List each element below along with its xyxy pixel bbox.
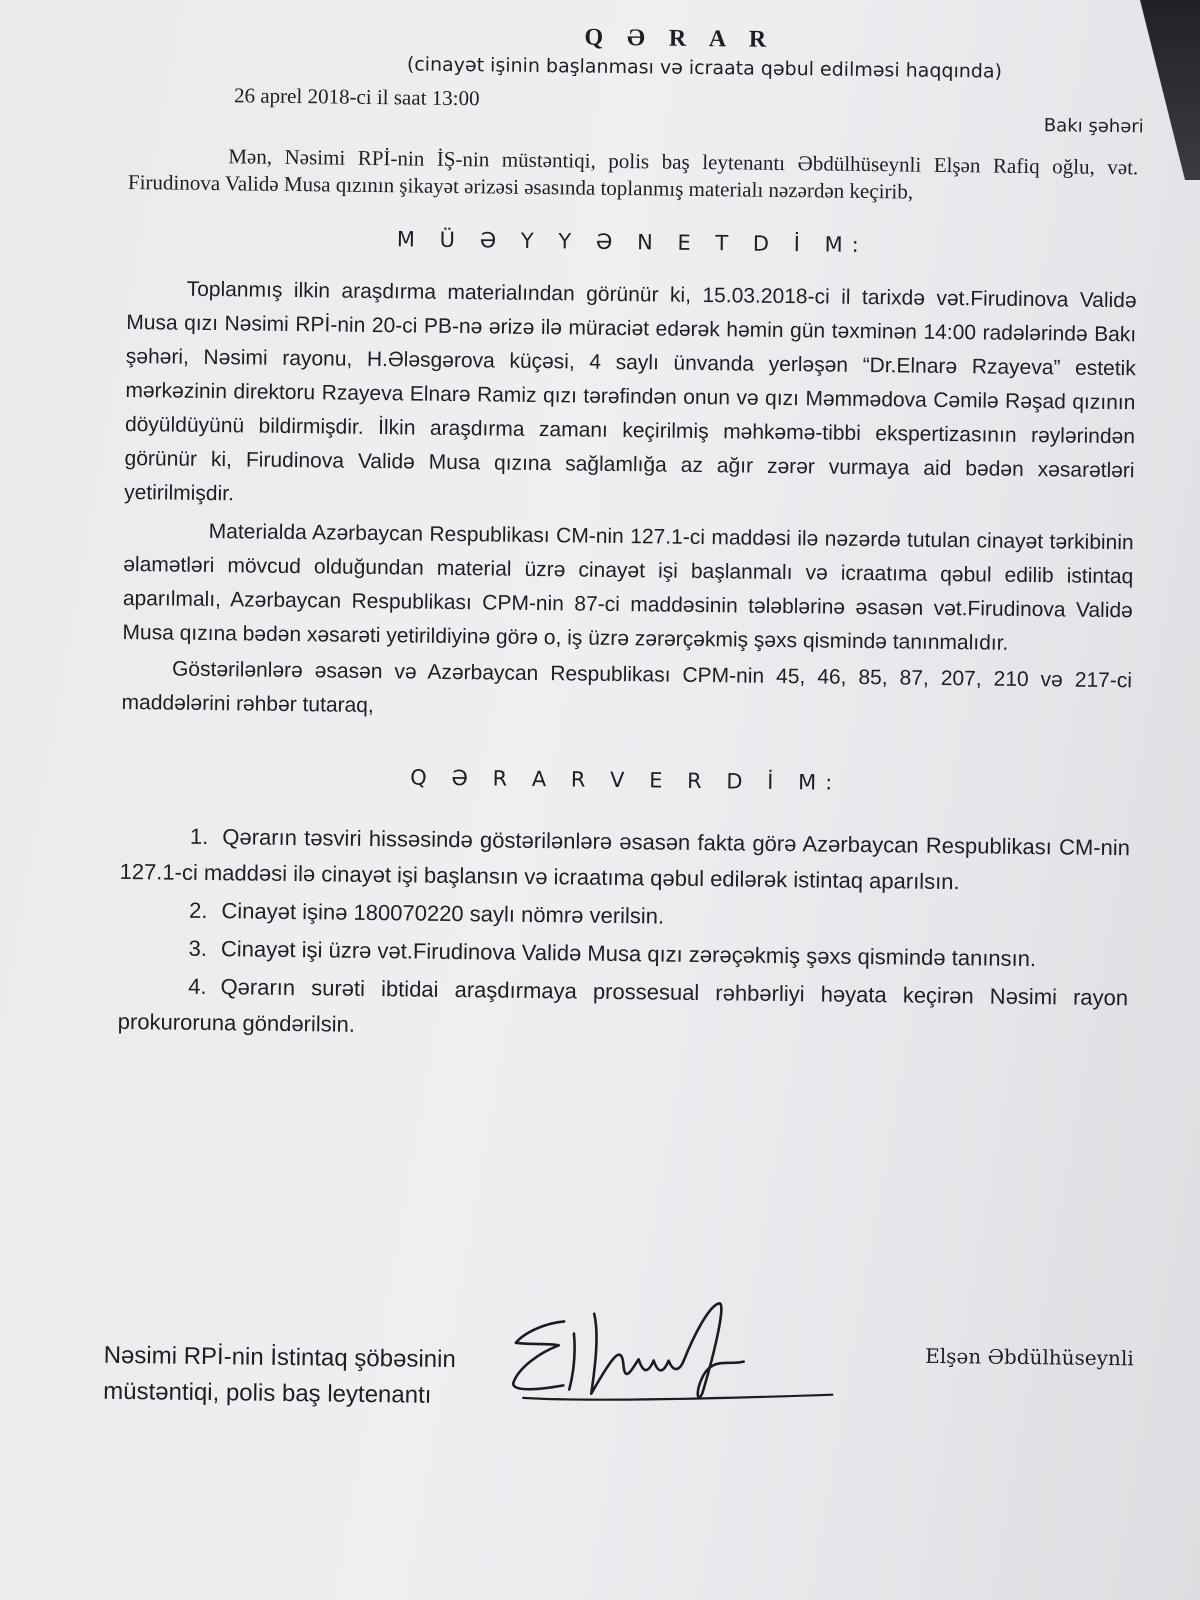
decision-item: 4. Qərarın surəti ibtidai araşdırmaya prossesual rəhbərliyi həyata keçirən Nəsimi rayon prokuroruna göndərilsin. bbox=[117, 973, 1129, 1037]
signatory-line-2: müstəntiqi, polis baş leytenantı bbox=[103, 1377, 432, 1409]
document-date: 26 aprel 2018-ci il saat 13:00 bbox=[233, 83, 480, 111]
document-title: Q Ə R A R bbox=[584, 24, 776, 53]
decision-item: 2. Cinayət işinə 180070220 saylı nömrə verilsin. bbox=[188, 897, 665, 929]
finding-paragraph-1: Toplanmış ilkin araşdırma materialından görünür ki, 15.03.2018-ci il tarixdə vət.Firudinova Validə Musa qızı Nəsimi RPİ-nin 20-ci PB-nə ərizə ilə müraciət edərək həmin gün təxminən 14:00 radələrində Bakı şəhəri, Nəsimi rayonu, H.Ələsgərova küçəsi, 4 saylı ünvanda yerləşən “Dr.Elnarə Rzayeva” estetik mərkəzinin direktoru Rzayeva Elnarə Ramiz qızı tərəfindən onun və qızı Məmmədova Cəmilə Rəşad qızının döyüldüyünü bildirmişdir. İlkin araşdırma zamanı keçirilmiş məhkəmə-tibbi ekspertizasının rəylərindən görünür ki, Firudinova Validə Musa qızına sağlamlığa az ağır zərər vurmaya aid bədən xəsarətləri yetirilmişdir. bbox=[124, 277, 1137, 506]
signature-block bbox=[102, 1338, 1134, 1481]
signatory-title bbox=[103, 1338, 456, 1414]
decision-item: 3. Cinayət işi üzrə vət.Firudinova Validə Musa qızı zərəçəkmiş şəxs qismində tanınsın. bbox=[188, 935, 1037, 972]
decision-list bbox=[118, 818, 1131, 1052]
document-subtitle: (cinayət işinin başlanması və icraata qəbul edilməsi haqqında) bbox=[406, 53, 1003, 83]
decision-item: 1. Qərarın təsviri hissəsində göstərilənlərə əsasən fakta görə Azərbaycan Respublikası CM-nin 127.1-ci maddəsi ilə cinayət işi başlansın və icraatıma qəbul edilərək istintaq aparılsın. bbox=[119, 823, 1131, 895]
heading-decided: Q Ə R A R V E R D İ M: bbox=[410, 765, 842, 795]
date-place-row bbox=[129, 76, 1144, 148]
heading-established: M Ü Ə Y Y Ə N E T D İ M: bbox=[396, 227, 868, 258]
finding-paragraph-2: Materialda Azərbaycan Respublikası CM-nin 127.1-ci maddəsi ilə nəzərdə tutulan cinayət tərkibinin əlamətləri mövcud olduğundan material üzrə cinayət işi başlanmalı və icraatıma qəbul edilib istintaq aparılmalı, Azərbaycan Respublikası CPM-nin 87-ci maddəsinin tələblərinə əsasən vət.Firudinova Validə Musa qızına bədən xəsarəti yetirildiyinə görə o, iş üzrə zərərçəkmiş şəxs qismində tanınmalıdır. bbox=[122, 520, 1134, 655]
finding-paragraph-3: Göstərilənlərə əsasən və Azərbaycan Respublikası CPM-nin 45, 46, 85, 87, 207, 210 və 217-ci maddələrini rəhbər tutaraq, bbox=[121, 657, 1133, 718]
intro-paragraph: Mən, Nəsimi RPİ-nin İŞ-nin müstəntiqi, polis baş leytenantı Əbdülhüseynli Elşən Rafiq oğlu, vət. Firudinova Validə Musa qızının şikayət ərizəsi əsasında toplanmış materialı nəzərdən keçirib, bbox=[127, 144, 1139, 204]
signatory-name: Elşən Əbdülhüseynli bbox=[925, 1343, 1134, 1371]
signatory-line-1: Nəsimi RPİ-nin İstintaq şöbəsinin bbox=[103, 1341, 456, 1374]
handwritten-signature bbox=[503, 1293, 835, 1427]
document-body bbox=[103, 18, 1144, 1600]
document-place: Bakı şəhəri bbox=[1043, 115, 1144, 138]
